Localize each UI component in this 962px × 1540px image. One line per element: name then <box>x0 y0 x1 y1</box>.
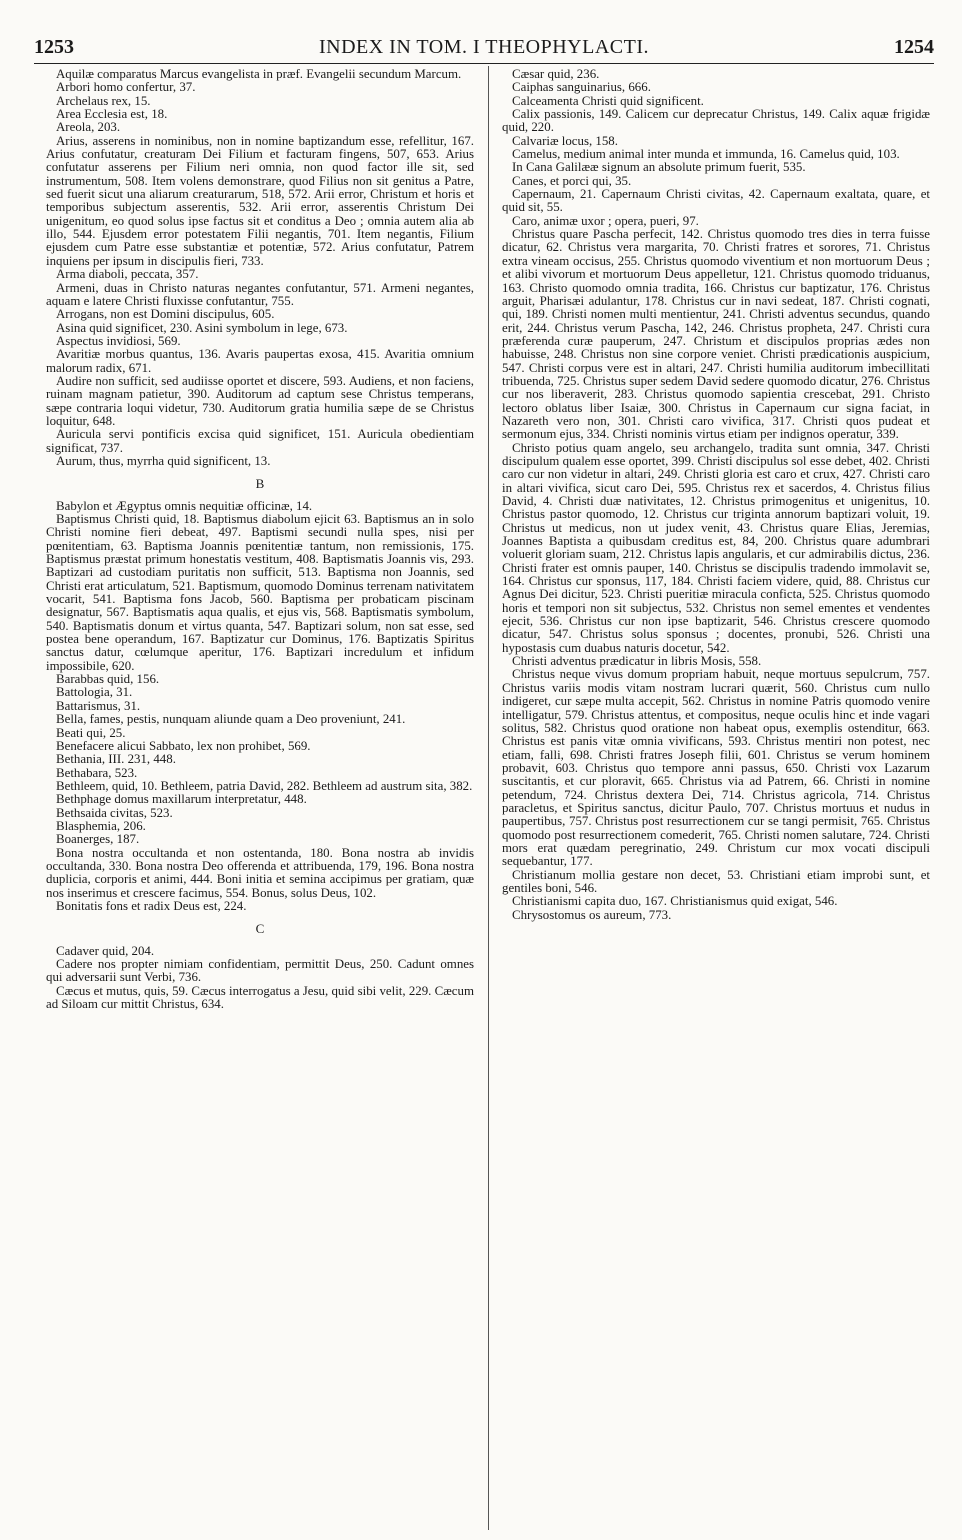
index-entry: In Cana Galilææ signum an absolute primum fuerit, 535. <box>512 160 806 175</box>
index-entry: Beati qui, 25. <box>56 725 126 740</box>
header-rule <box>34 63 934 64</box>
index-column-right <box>502 68 930 1530</box>
index-entry: Areola, 203. <box>56 120 121 135</box>
index-entry: Bonitatis fons et radix Deus est, 224. <box>56 898 247 913</box>
index-entry: Audire non sufficit, sed audiisse oportet et discere, 593. Audiens, et non faciens, ruinam magnam patietur, 390. Auditorum ad captum sese Christus temperans, sæpe contraria loqui videtur, 730. Auditorum gratia humilia sæpe de se Christus loquitur, 648. <box>46 373 474 428</box>
index-entry: Christus quare Pascha perfecit, 142. Christus quomodo tres dies in terra fuisse dicatur, 62. Christus vera margarita, 70. Christi fratres et sorores, 71. Christus extra vineam occisus, 255. Christus quomodo viventium et non mortuorum Deus ; et alibi vivorum et mortuorum Deus appelletur, 121. Christus quomodo triduanus, 163. Christo quomodo omnia tradita, 166. Christus cur baptizatur, 176. Christus arguit, Pharisæi adulantur, 178. Christus cur in navi sedeat, 187. Christi cognati, qui, 189. Christi nomen multi mentientur, 241. Christi adventus secundus, quando erit, 244. Christus verum Pascha, 142, 246. Christus propheta, 247. Christi cura præferenda curæ pauperum, 247. Christum et discipulos proprias ædes non habuisse, 248. Christus non sine corpore veniet. Christi prædicationis auspicium, 547. Christi corpus vere est in altari, 247. Christi humilia auditorum imbecillitati tribuenda, 725. Christus super sedem David sedere quomodo dicatur, 276. Christus cur nos liberaverit, 283. Christus quomodo sapientia crescebat, 291. Christo lectoro oblatus liber Isaiæ, 300. Christus in Capernaum cur signa faciat, in Nazareth vero non, 301. Christi caro vivifica, 317. Christi quos pudeat et sermonum ejus, 334. Christi nominis virtus etiam per indignos operatur, 339. <box>502 227 930 442</box>
index-entry: Christianismi capita duo, 167. Christianismus quid exigat, 546. <box>512 894 838 909</box>
section-letter: C <box>255 921 265 937</box>
index-entry: Cæcus et mutus, quis, 59. Cæcus interrogatus a Jesu, quid sibi velit, 229. Cæcum ad Siloam cur mittit Christus, 634. <box>46 983 474 1012</box>
index-entry: Calix passionis, 149. Calicem cur deprecatur Christus, 149. Calix aquæ frigidæ quid, 220. <box>502 107 930 135</box>
index-entry: Aspectus invidiosi, 569. <box>56 333 181 348</box>
index-entry: Avaritiæ morbus quantus, 136. Avaris paupertas exosa, 415. Avaritia omnium malorum radix, 671. <box>46 347 474 375</box>
index-column-left <box>46 68 474 1530</box>
index-entry: Aquilæ comparatus Marcus evangelista in præf. Evangelii secundum Marcum. <box>56 68 462 81</box>
index-entry: Cæsar quid, 236. <box>512 68 600 81</box>
index-entry: Archelaus rex, 15. <box>56 93 151 108</box>
index-entry: Christi adventus prædicatur in libris Mosis, 558. <box>512 654 762 669</box>
index-entry: Arius, asserens in nominibus, non in nomine baptizandum esse, refellitur, 167. Arius confutatur, creaturam Dei Filium et facturam fingens, 507, 653. Arius confutatur asserens per Filium neri omnia, non quod factor ille sit, sed instrumentum, 508. Item volens demonstrare, quod Filius non sit genitus a Patre, sed fuerit sicut una aliarum creaturarum, 518, 572. Arii error, Christum et horis et temporibus subjectum asserentis, 532. Arii error, asserentis Christum Dei unigenitum, eo quod solus ipse factus sit et conditus a Deo ; omnia autem alia ab illo, 544. Ejusdem error potestatem Filii negantis, 701. Item negantis, Filium ejusdem cum Patre esse substantiæ et potentiæ, 572. Arius confutatur, Patrem inquiens per ipsum in discipulis fieri, 733. <box>46 133 474 268</box>
index-entry: Camelus, medium animal inter munda et immunda, 16. Camelus quid, 103. <box>512 147 900 162</box>
index-entry: Battologia, 31. <box>56 685 133 700</box>
index-entry: Battarismus, 31. <box>56 698 141 713</box>
index-entry: Armeni, duas in Christo naturas negantes confutantur, 571. Armeni negantes, aquam e latere Christi fluxisse confutantur, 755. <box>46 280 474 308</box>
page-number-right: 1254 <box>894 36 934 58</box>
index-entry: Bethphage domus maxillarum interpretatur, 448. <box>56 792 307 807</box>
index-entry: Calvariæ locus, 158. <box>512 133 618 148</box>
index-entry: Aurum, thus, myrrha quid significent, 13. <box>56 453 271 468</box>
section-letter: B <box>255 476 265 492</box>
index-entry: Boanerges, 187. <box>56 832 140 847</box>
index-entry: Christus neque vivus domum propriam habuit, neque mortuus sepulcrum, 757. Christus variis modis vitam nostram lucrari quærit, 560. Christus cum nullo indigeret, cur sæpe multa accepit, 562. Christus in nomine Patris quomodo venire intelligatur, 579. Christus attentus, et compositus, neque oculis hinc et inde vagari solitus, 582. Christus quod oratione non habeat opus, exemplis ostenditur, 663. Christus est panis vitæ omnia vivificans, 593. Christus mentiri non potest, nec etiam, falli, 698. Christi fratres Joseph filii, 601. Christus se verum hominem probavit, 603. Christus quo tempore anni passus, 650. Christi vox Lazarum suscitantis, et cur ploravit, 665. Christus via ad Patrem, 66. Christi in nomine petendum, 724. Christus dextera Dei, 714. Christus agricola, 714. Christus paracletus, et Spiritus sanctus, dicitur Paulo, 707. Christus mortuus et nudus in paupertibus, 757. Christus post resurrectionem cur se tangi permisit, 765. Christus quomodo post resurrectionem comederit, 765. Christi nomen salutare, 724. Christi mors erat quædam peregrinatio, 249. Christum cur mox vocati discipuli sequebantur, 177. <box>502 667 930 869</box>
running-title: INDEX IN TOM. I THEOPHYLACTI. <box>318 36 650 58</box>
index-entry: Arma diaboli, peccata, 357. <box>56 267 199 282</box>
index-entry: Area Ecclesia est, 18. <box>56 107 168 122</box>
page-header <box>34 36 934 62</box>
column-divider <box>488 66 489 1530</box>
index-entry: Blasphemia, 206. <box>56 818 146 833</box>
index-entry: Bella, fames, pestis, nunquam aliunde quam a Deo proveniunt, 241. <box>56 712 406 727</box>
index-entry: Baptismus Christi quid, 18. Baptismus diabolum ejicit 63. Baptismus an in solo Christi nomine fieri debeat, 497. Baptismi secundi nulla spes, nisi per pœnitentiam, 63. Baptisma Joannis pœnitentiæ tantum, non remissionis, 175. Baptismus præstat primum honestatis vestitum, 408. Baptismatis Joannis vis, 293. Baptizari ad custodiam puritatis non sufficit, 513. Baptisma non Joannis, sed Christi erat articulatum, 521. Baptismum, quomodo Dominus terrenam nativitatem vocarit, 541. Baptisma fons Jacob, 560. Baptisma per probaticam piscinam designatur, 567. Baptismatis aqua qualis, et ejus vis, 568. Baptismatis symbolum, 540. Baptismatis donum et virtus quanta, 547. Baptizari solum, non sat esse, sed postea bene operandum, 167. Baptizatur cur Dominus, 176. Baptizatis Spiritus sanctus datur, cœlumque aperitur, 176. Baptizari incredulum et infidum impossibile, 620. <box>46 512 474 673</box>
index-entry: Benefacere alicui Sabbato, lex non prohibet, 569. <box>56 738 311 753</box>
index-entry: Capernaum, 21. Capernaum Christi civitas, 42. Capernaum exaltata, quare, et quid sit, 55. <box>502 187 930 215</box>
index-entry: Cadaver quid, 204. <box>56 943 155 958</box>
index-entry: Auricula servi pontificis excisa quid significet, 151. Auricula obedientiam significat, 737. <box>46 427 474 455</box>
index-entry: Bethania, III. 231, 448. <box>56 752 176 767</box>
index-entry: Arrogans, non est Domini discipulus, 605. <box>56 307 275 322</box>
index-entry: Barabbas quid, 156. <box>56 672 160 687</box>
index-entry: Calceamenta Christi quid significent. <box>512 93 704 108</box>
index-entry: Christianum mollia gestare non decet, 53. Christiani etiam improbi sunt, et gentiles boni, 546. <box>502 867 930 895</box>
index-entry: Caiphas sanguinarius, 666. <box>512 80 651 95</box>
index-entry: Asina quid significet, 230. Asini symbolum in lege, 673. <box>56 320 348 335</box>
index-entry: Chrysostomus os aureum, 773. <box>512 907 672 922</box>
index-entry: Caro, animæ uxor ; opera, pueri, 97. <box>512 213 699 228</box>
index-entry: Bethsaida civitas, 523. <box>56 805 173 820</box>
index-entry: Canes, et porci qui, 35. <box>512 173 632 188</box>
index-entry: Cadere nos propter nimiam confidentiam, permittit Deus, 250. Cadunt omnes qui adversarii sunt Verbi, 736. <box>46 957 474 985</box>
page-number-left: 1253 <box>34 36 74 58</box>
index-entry: Arbori homo confertur, 37. <box>56 80 196 95</box>
index-entry: Christo potius quam angelo, seu archangelo, tradita sunt omnia, 347. Christi discipulum qualem esse oportet, 399. Christi discipulus sol esse debet, 402. Christi caro cur non videtur in altari, 249. Christi gloria est caro et crux, 427. Christi caro in altari vivifica, sicut caro Dei, 595. Christus rex et sacerdos, 4. Christus filius David, 4. Christi duæ nativitates, 12. Christus primogenitus et unigenitus, 10. Christus pastor quomodo, 12. Christus cur triginta annorum baptizari voluit, 19. Christus ut medicus, non ut judex venit, 43. Christus quare Elias, Jeremias, Joannes Baptista a quibusdam creditus est, 84, 200. Christus quare adumbrari voluerit gloriam suam, 212. Christus lapis angularis, et cur admirabilis dictus, 236. Christi frater est omnis pauper, 140. Christus se discipulis tradendo immolavit se, 164. Christus cur sponsus, 117, 184. Christi faciem videre, quid, 88. Christus cur Agnus Dei dicitur, 523. Christi pueritiæ miracula conficta, 525. Christus quomodo horis et tempori non sit subjectus, 532. Christus non semel ementes et vendentes ejecit, 536. Christus cur non ipse baptizarit, 546. Christus crescere quomodo dicatur, 547. Christus solus sponsus ; docentes, pronubi, 526. Christi una hypostasis cum duabus naturis docetur, 542. <box>502 440 930 655</box>
index-entry: Bethleem, quid, 10. Bethleem, patria David, 282. Bethleem ad austrum sita, 382. <box>56 778 473 793</box>
index-entry: Babylon et Ægyptus omnis nequitiæ officinæ, 14. <box>56 498 313 513</box>
index-entry: Bona nostra occultanda et non ostentanda, 180. Bona nostra ab invidis occultanda, 330. Bona nostra Deo offerenda et attribuenda, 179, 196. Bona nostra duplicia, corporis et animi, 444. Boni initia et semina accipimus per gratiam, quæ nos inserimus et crescere facimus, 554. Bonus, solus Deus, 102. <box>46 845 474 900</box>
index-entry: Bethabara, 523. <box>56 765 138 780</box>
